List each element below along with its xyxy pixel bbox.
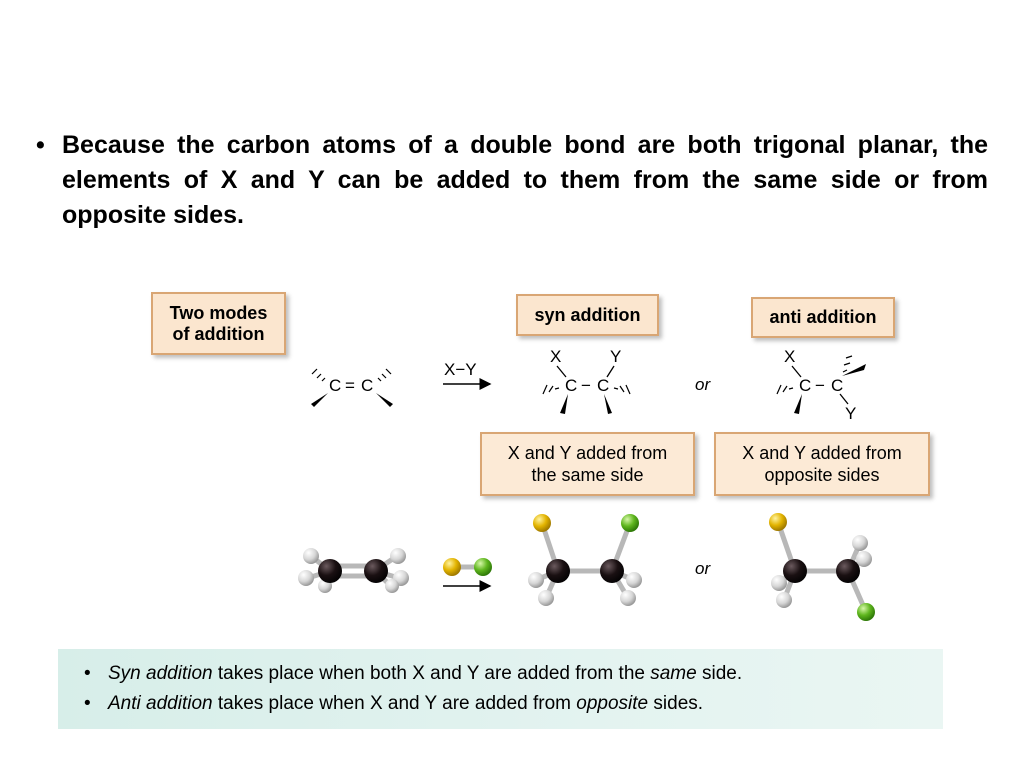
summary-text: takes place when both X and Y are added from the: [212, 663, 651, 684]
syn-carbon-1: C: [565, 376, 578, 395]
hydrogen-atom: [385, 579, 399, 593]
anti-hashed-right: [843, 356, 852, 372]
wedge-bond-right: [376, 393, 393, 407]
wedge-bond-left: [311, 393, 328, 407]
syn-product-model: [528, 514, 642, 606]
ethylene-model: [298, 548, 409, 593]
or-label-top: or: [695, 375, 711, 394]
opposite-term: opposite: [576, 693, 649, 714]
y-atom: [621, 514, 639, 532]
hydrogen-atom: [390, 548, 406, 564]
summary-text: side.: [696, 663, 743, 684]
hashed-bond-right: [378, 369, 391, 381]
hydrogen-atom: [620, 590, 636, 606]
two-modes-line2: of addition: [172, 323, 265, 344]
x-atom: [769, 513, 787, 531]
summary-line-anti: [84, 689, 943, 719]
carbon-atom: [600, 559, 624, 583]
syn-single-bond: −: [581, 376, 591, 395]
anti-single-bond: −: [815, 376, 825, 395]
xy-reagent-model: [443, 558, 492, 576]
syn-desc-line1: X and Y added from: [507, 443, 668, 463]
carbon-atom: [364, 559, 388, 583]
syn-hashed-left: [543, 385, 559, 394]
hydrogen-atom: [303, 548, 319, 564]
hashed-bond-left: [312, 369, 325, 381]
hydrogen-atom: [528, 572, 544, 588]
same-term: same: [650, 663, 697, 684]
hydrogen-atom: [626, 572, 642, 588]
summary-box: [58, 649, 943, 729]
alkene-carbon-1: C: [329, 376, 342, 395]
bullet: •: [84, 663, 91, 684]
reagent-xy: X−Y: [444, 360, 477, 379]
syn-product-structure: [543, 347, 630, 414]
hydrogen-atom: [538, 590, 554, 606]
carbon-atom: [546, 559, 570, 583]
syn-desc-line2: the same side: [531, 465, 644, 485]
syn-carbon-2: C: [597, 376, 610, 395]
or-label-bottom: or: [695, 559, 711, 578]
summary-text: sides.: [648, 693, 704, 714]
hydrogen-atom: [771, 575, 787, 591]
anti-wedge-left: [794, 394, 802, 414]
hydrogen-atom: [298, 570, 314, 586]
hydrogen-atom: [776, 592, 792, 608]
syn-x-label: X: [550, 347, 562, 366]
syn-addition-label: syn addition: [534, 304, 641, 325]
alkene-carbon-2: C: [361, 376, 374, 395]
carbon-atom: [836, 559, 860, 583]
anti-product-structure: [777, 347, 866, 423]
syn-y-label: Y: [610, 347, 622, 366]
syn-wedge-right: [604, 394, 612, 414]
carbon-atom: [318, 559, 342, 583]
anti-addition-label: anti addition: [769, 307, 877, 327]
intro-text: Because the carbon atoms of a double bond are both trigonal planar, the elements of X and Y can be added to them from the same side or from opposite sides.: [62, 131, 988, 229]
anti-y-label: Y: [845, 404, 857, 423]
anti-carbon-1: C: [799, 376, 812, 395]
anti-desc-line1: X and Y added from: [742, 443, 902, 463]
anti-product-model: [769, 513, 875, 621]
anti-x-label: X: [784, 347, 796, 366]
two-modes-line1: Two modes: [169, 302, 268, 323]
anti-carbon-2: C: [831, 376, 844, 395]
carbon-atom: [783, 559, 807, 583]
anti-addition-term: Anti addition: [108, 693, 213, 714]
hydrogen-atom: [852, 535, 868, 551]
syn-addition-term: Syn addition: [108, 663, 213, 684]
bullet: •: [84, 693, 91, 714]
y-atom: [857, 603, 875, 621]
y-atom: [474, 558, 492, 576]
syn-hashed-right: [614, 385, 630, 394]
syn-wedge-left: [560, 394, 568, 414]
bullet: •: [36, 131, 45, 159]
alkene-double-bond: =: [345, 376, 355, 395]
summary-line-syn: [84, 659, 943, 689]
x-atom: [533, 514, 551, 532]
hydrogen-atom: [856, 551, 872, 567]
anti-desc-line2: opposite sides: [764, 465, 880, 485]
anti-y-bond: [840, 394, 848, 404]
x-atom: [443, 558, 461, 576]
anti-hashed-left: [777, 385, 793, 394]
summary-text: takes place when X and Y are added from: [212, 693, 577, 714]
alkene-structure: [311, 369, 393, 407]
anti-wedge-right: [842, 364, 866, 376]
